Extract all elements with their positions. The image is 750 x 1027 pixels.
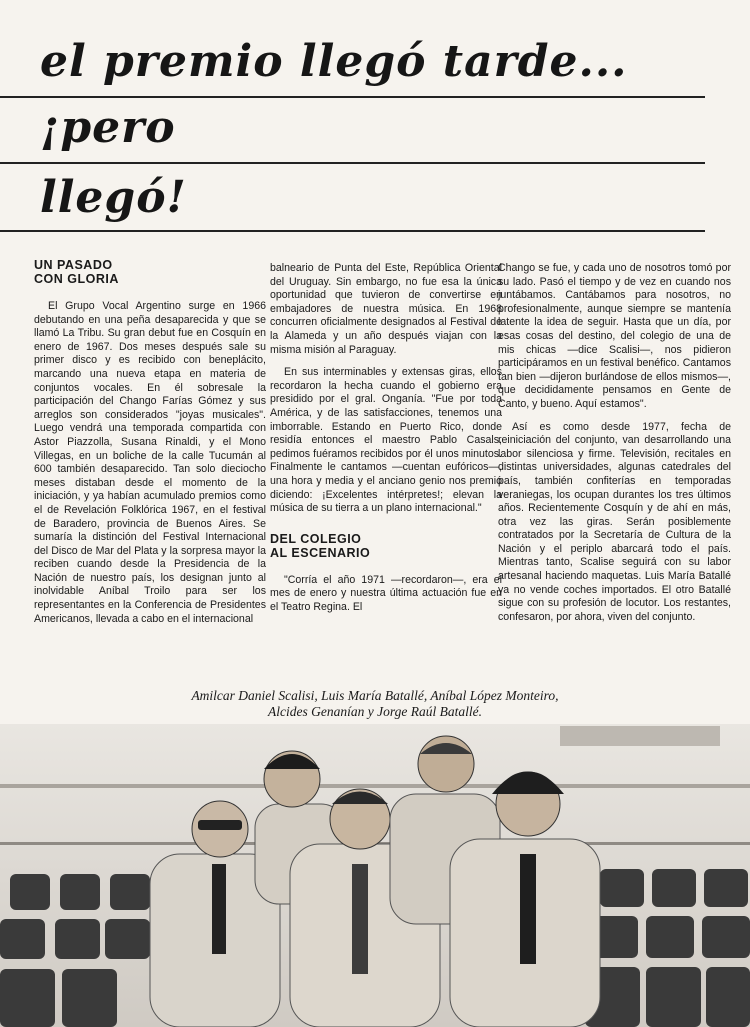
section-heading-line: CON GLORIA: [34, 272, 119, 286]
section-heading-school: [270, 532, 502, 560]
section-heading-line: AL ESCENARIO: [270, 545, 371, 560]
article-paragraph: "Corría el año 1971 —recordaron—, era el mes de enero y nuestra última actuación fue en el Teatro Regina. El: [270, 573, 502, 613]
building-window: [560, 726, 720, 746]
headline-rule-2: [0, 162, 705, 164]
article-paragraph: balneario de Punta del Este, República Oriental del Uruguay. Sin embargo, no fue esa la única oportunidad que tuvieron de convertirse en embajadores de nuestra música. En 1968 concurren oficialmente designados al Festival de la Alameda y un año después viajan con la misma misión al Paraguay.: [270, 262, 502, 356]
article-column-3: [498, 262, 731, 633]
headline-rule-1: [0, 96, 705, 98]
article-column-1: [34, 258, 266, 635]
group-photo: [0, 724, 750, 1027]
headline-rule-3: [0, 230, 705, 232]
photo-caption-line-2: Alcides Genanían y Jorge Raúl Batallé.: [268, 704, 482, 719]
section-heading-line: DEL COLEGIO: [270, 531, 362, 546]
article-paragraph: Así es como desde 1977, fecha de reiniciación del conjunto, van desarrollando una labor silenciosa y firme. Televisión, recitales en distintas universidades, algunas catedrales del país, también confiterías en temporadas veraniegas, los ocupan durantes los tres últimos años. Recientemente Cosquín y de ahí en más, otra vez las giras. Serán posiblemente contratados por la Secretaría de Cultura de la Nación y el periplo abarcará todo el país. Mientras tanto, Scalise seguirá con su labor artesanal haciendo maquetas. Luis María Batallé ya no vende coches importados. El otro Batallé sigue con su profesión de locutor. Los restantes, confesaron, por ahora, viven del conjunto.: [498, 420, 731, 623]
article-paragraph: El Grupo Vocal Argentino surge en 1966 debutando en una peña desaparecida y que se llamó La Tribu. Su gran debut fue en Cosquín en enero de 1967. Dos meses después sale su primer disco y es recibido con beneplácito, marcando una nueva etapa en materia de conjuntos vocales. En él sobresale la participación del Chango Farías Gómez y sus arreglos son considerados "joyas musicales". Luego vendrá una temporada compartida con Astor Piazzolla, Susana Rinaldi, y el Mono Villegas, en un boliche de la calle Tucumán al 600 también desaparecido. Tan solo dieciocho meses distaban desde el momento de la iniciación, y ya habían acumulado premios como el de Revelación Folklórica 1967, en el festival de Baradero, provincia de Buenos Aires. Se sumaría la distinción del Festival Internacional del Disco de Mar del Plata y la sorpresa mayor la reciben cuando desde la Presidencia de la Nación de nuestro país, los designan junto al inolvidable Aníbal Troilo para ser los representantes en la Conferencia de Presidentes Americanos, llevada a cabo en el internacional: [34, 300, 266, 625]
headline-line-3: llegó!: [40, 172, 187, 223]
article-paragraph: En sus interminables y extensas giras, ellos recordaron la hecha cuando el gobierno era presidido por el gral. Onganía. "Fue por toda América, y de las satisfacciones, tenemos una imborrable. Estando en Puerto Rico, donde residía entonces el maestro Pablo Casals, pedimos fuéramos recibidos por él unos minutos. Finalmente le cantamos —cuentan eufóricos—, una hora y media y el anciano genio nos premió diciendo: ¡Excelentes intérpretes!; elevan la música de su tierra a un plano internacional.": [270, 366, 502, 515]
article-paragraph: Chango se fue, y cada uno de nosotros tomó por su lado. Pasó el tiempo y de vez en cuando nos juntábamos. Cantábamos para nosotros, no profesionalmente, aunque siempre se mantenía latente la idea de seguir. Hasta que un día, por esas cosas del destino, del colegio de una de mis chicas —dice Scalisi—, nos pidieron participáramos en un festival benéfico. Cantamos tan bien —dijeron burlándose de ellos mismos—, que decididamente pensamos en Gente de Canto, y bueno. Aquí estamos".: [498, 262, 731, 410]
section-heading-past: [34, 258, 266, 286]
photo-caption-line-1: Amilcar Daniel Scalisi, Luis María Batallé, Aníbal López Monteiro,: [191, 688, 559, 703]
headline-line-1: el premio llegó tarde...: [40, 36, 628, 87]
headline-line-2: ¡pero: [40, 102, 176, 153]
section-heading-line: UN PASADO: [34, 258, 113, 272]
article-column-2: [270, 262, 502, 623]
